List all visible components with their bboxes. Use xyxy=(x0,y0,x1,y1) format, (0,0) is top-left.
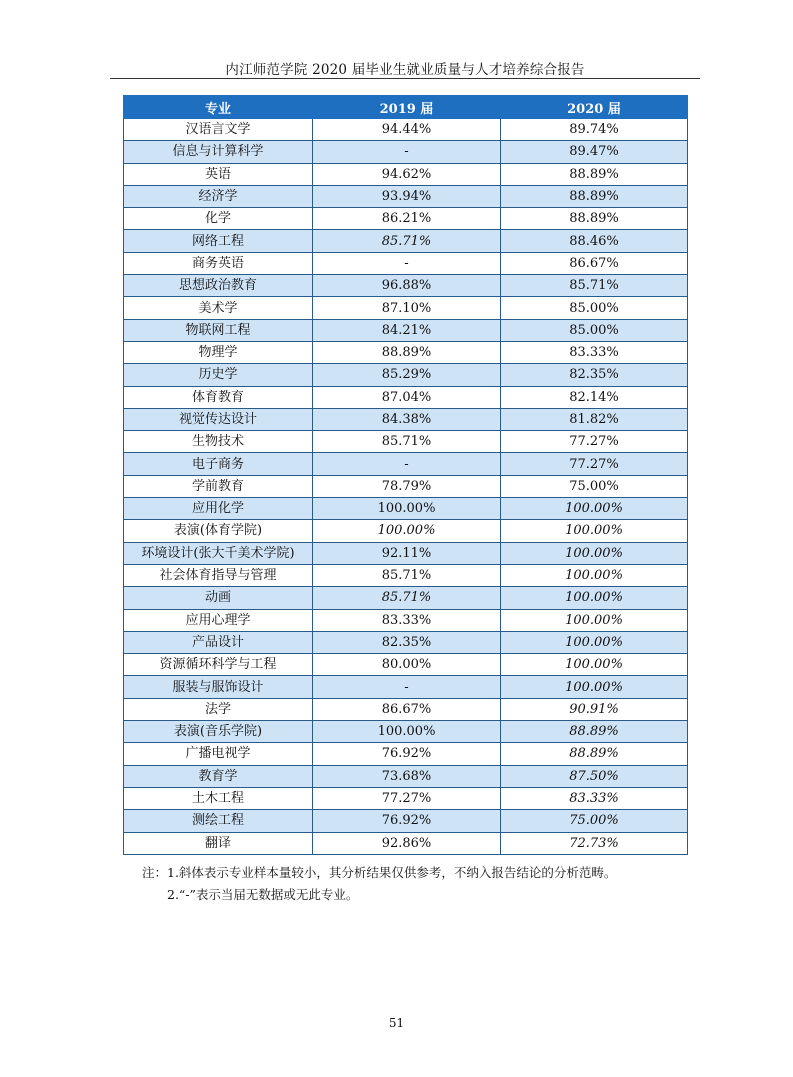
cell-major: 翻译 xyxy=(124,832,313,854)
cell-2019: - xyxy=(313,252,501,274)
table-row xyxy=(124,208,688,230)
cell-2020: 100.00% xyxy=(501,587,688,609)
table-row xyxy=(124,275,688,297)
cell-2020: 85.00% xyxy=(501,297,688,319)
cell-major: 视觉传达设计 xyxy=(124,408,313,430)
cell-2020: 87.50% xyxy=(501,765,688,787)
table-row xyxy=(124,163,688,185)
cell-2019: 92.86% xyxy=(313,832,501,854)
table-row xyxy=(124,810,688,832)
table-row xyxy=(124,408,688,430)
cell-2019: - xyxy=(313,141,501,163)
table-row xyxy=(124,475,688,497)
cell-2020: 85.00% xyxy=(501,319,688,341)
cell-major: 学前教育 xyxy=(124,475,313,497)
cell-major: 环境设计(张大千美术学院) xyxy=(124,542,313,564)
cell-2019: 93.94% xyxy=(313,185,501,207)
cell-major: 物联网工程 xyxy=(124,319,313,341)
cell-major: 土木工程 xyxy=(124,787,313,809)
cell-major: 表演(音乐学院) xyxy=(124,721,313,743)
cell-2020: 77.27% xyxy=(501,431,688,453)
cell-major: 教育学 xyxy=(124,765,313,787)
cell-2020: 100.00% xyxy=(501,631,688,653)
cell-2020: 88.89% xyxy=(501,163,688,185)
cell-2019: 80.00% xyxy=(313,654,501,676)
cell-2019: - xyxy=(313,676,501,698)
cell-2019: 86.67% xyxy=(313,698,501,720)
cell-major: 应用化学 xyxy=(124,498,313,520)
cell-major: 社会体育指导与管理 xyxy=(124,564,313,586)
cell-2019: 83.33% xyxy=(313,609,501,631)
cell-2019: 73.68% xyxy=(313,765,501,787)
cell-2020: 88.89% xyxy=(501,721,688,743)
table-row xyxy=(124,587,688,609)
cell-major: 历史学 xyxy=(124,364,313,386)
cell-2019: 100.00% xyxy=(313,520,501,542)
cell-major: 应用心理学 xyxy=(124,609,313,631)
cell-major: 法学 xyxy=(124,698,313,720)
table-row xyxy=(124,631,688,653)
employment-rate-table xyxy=(123,95,688,855)
table-row xyxy=(124,431,688,453)
cell-2020: 82.35% xyxy=(501,364,688,386)
cell-2019: 92.11% xyxy=(313,542,501,564)
cell-2020: 86.67% xyxy=(501,252,688,274)
cell-2020: 83.33% xyxy=(501,787,688,809)
cell-2019: 77.27% xyxy=(313,787,501,809)
cell-2020: 100.00% xyxy=(501,542,688,564)
cell-2020: 100.00% xyxy=(501,498,688,520)
table-row xyxy=(124,564,688,586)
cell-major: 表演(体育学院) xyxy=(124,520,313,542)
table-row xyxy=(124,832,688,854)
cell-major: 体育教育 xyxy=(124,386,313,408)
table-row xyxy=(124,542,688,564)
cell-2019: 100.00% xyxy=(313,498,501,520)
cell-2020: 100.00% xyxy=(501,609,688,631)
cell-2019: 78.79% xyxy=(313,475,501,497)
cell-major: 商务英语 xyxy=(124,252,313,274)
table-body xyxy=(124,119,688,855)
table-row xyxy=(124,765,688,787)
table-row xyxy=(124,386,688,408)
cell-major: 汉语言文学 xyxy=(124,119,313,141)
cell-2019: 85.71% xyxy=(313,587,501,609)
cell-2020: 100.00% xyxy=(501,676,688,698)
table-row xyxy=(124,141,688,163)
cell-2020: 88.89% xyxy=(501,185,688,207)
note-line-2: 2.“-”表示当届无数据或无此专业。 xyxy=(167,887,359,902)
cell-2019: 76.92% xyxy=(313,743,501,765)
cell-major: 网络工程 xyxy=(124,230,313,252)
table-row xyxy=(124,341,688,363)
column-header-2020: 2020 届 xyxy=(501,96,688,119)
cell-2019: 94.44% xyxy=(313,119,501,141)
cell-2020: 100.00% xyxy=(501,564,688,586)
cell-2019: 87.04% xyxy=(313,386,501,408)
cell-2020: 89.74% xyxy=(501,119,688,141)
table-row xyxy=(124,230,688,252)
cell-major: 产品设计 xyxy=(124,631,313,653)
table-row xyxy=(124,119,688,141)
cell-major: 服装与服饰设计 xyxy=(124,676,313,698)
cell-2020: 88.89% xyxy=(501,208,688,230)
header-rule xyxy=(110,78,700,79)
table-row xyxy=(124,676,688,698)
cell-2020: 82.14% xyxy=(501,386,688,408)
cell-2020: 83.33% xyxy=(501,341,688,363)
cell-major: 动画 xyxy=(124,587,313,609)
cell-2019: 85.71% xyxy=(313,230,501,252)
table-row xyxy=(124,364,688,386)
cell-major: 生物技术 xyxy=(124,431,313,453)
cell-2019: 85.71% xyxy=(313,431,501,453)
cell-2019: 85.71% xyxy=(313,564,501,586)
table-row xyxy=(124,185,688,207)
table-row xyxy=(124,609,688,631)
cell-major: 广播电视学 xyxy=(124,743,313,765)
table-notes xyxy=(142,862,616,906)
table-row xyxy=(124,721,688,743)
page-header-title: 内江师范学院 2020 届毕业生就业质量与人才培养综合报告 xyxy=(225,62,585,78)
table-row xyxy=(124,654,688,676)
cell-major: 美术学 xyxy=(124,297,313,319)
cell-2020: 100.00% xyxy=(501,520,688,542)
table-row xyxy=(124,498,688,520)
cell-2019: 96.88% xyxy=(313,275,501,297)
table-row xyxy=(124,698,688,720)
table-row xyxy=(124,520,688,542)
table-header-row xyxy=(124,96,688,119)
page-number: 51 xyxy=(388,1016,405,1030)
cell-major: 物理学 xyxy=(124,341,313,363)
note-line-1: 注：1.斜体表示专业样本量较小，其分析结果仅供参考，不纳入报告结论的分析范畴。 xyxy=(142,865,617,880)
cell-2020: 75.00% xyxy=(501,810,688,832)
cell-2019: 84.21% xyxy=(313,319,501,341)
column-header-major: 专业 xyxy=(124,96,313,119)
cell-2019: 88.89% xyxy=(313,341,501,363)
cell-2019: 100.00% xyxy=(313,721,501,743)
cell-2019: 85.29% xyxy=(313,364,501,386)
cell-2020: 81.82% xyxy=(501,408,688,430)
cell-major: 思想政治教育 xyxy=(124,275,313,297)
cell-2019: 94.62% xyxy=(313,163,501,185)
cell-2020: 100.00% xyxy=(501,654,688,676)
cell-2020: 88.46% xyxy=(501,230,688,252)
cell-major: 经济学 xyxy=(124,185,313,207)
cell-2019: - xyxy=(313,453,501,475)
cell-major: 信息与计算科学 xyxy=(124,141,313,163)
cell-major: 电子商务 xyxy=(124,453,313,475)
cell-2019: 82.35% xyxy=(313,631,501,653)
table-row xyxy=(124,743,688,765)
table-row xyxy=(124,787,688,809)
table-row xyxy=(124,252,688,274)
cell-major: 测绘工程 xyxy=(124,810,313,832)
table-row xyxy=(124,319,688,341)
cell-2020: 75.00% xyxy=(501,475,688,497)
table-row xyxy=(124,297,688,319)
table-row xyxy=(124,453,688,475)
cell-2020: 85.71% xyxy=(501,275,688,297)
cell-2019: 86.21% xyxy=(313,208,501,230)
cell-major: 化学 xyxy=(124,208,313,230)
column-header-2019: 2019 届 xyxy=(313,96,501,119)
cell-2020: 72.73% xyxy=(501,832,688,854)
cell-2020: 88.89% xyxy=(501,743,688,765)
cell-2020: 77.27% xyxy=(501,453,688,475)
cell-major: 英语 xyxy=(124,163,313,185)
cell-2020: 89.47% xyxy=(501,141,688,163)
cell-2020: 90.91% xyxy=(501,698,688,720)
cell-2019: 84.38% xyxy=(313,408,501,430)
cell-major: 资源循环科学与工程 xyxy=(124,654,313,676)
cell-2019: 87.10% xyxy=(313,297,501,319)
cell-2019: 76.92% xyxy=(313,810,501,832)
